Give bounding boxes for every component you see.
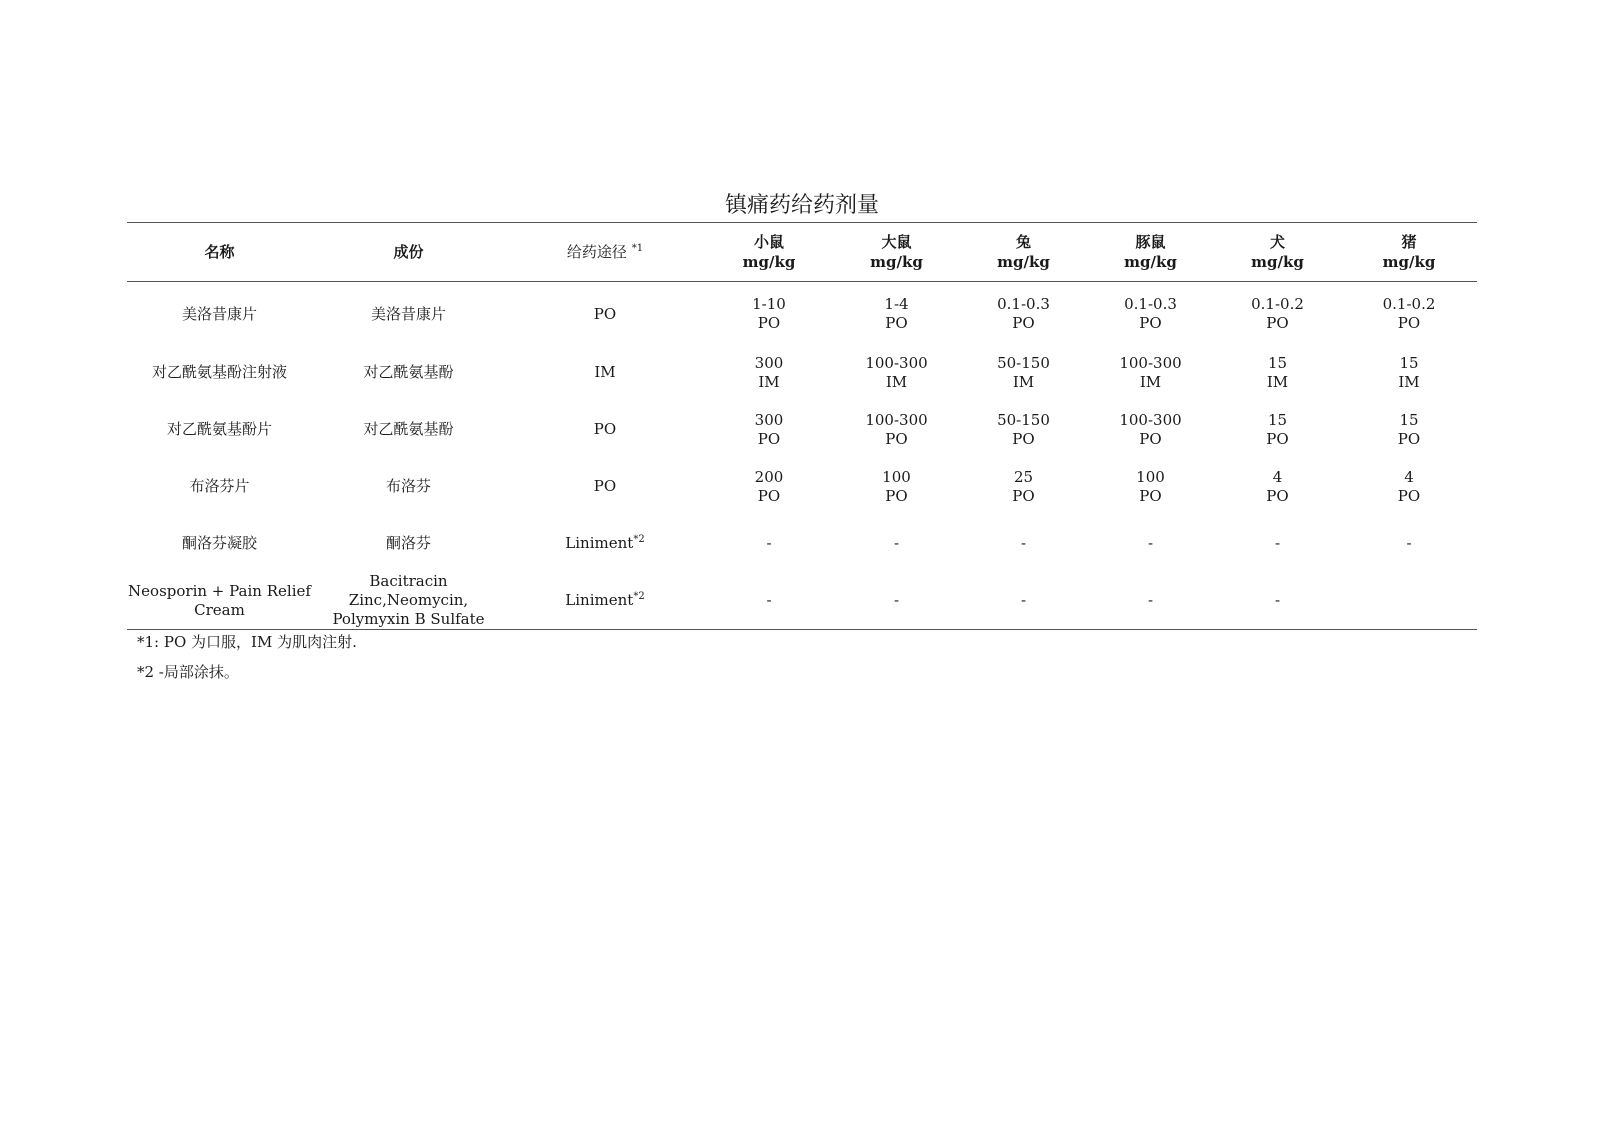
dose-value: 100	[882, 467, 911, 486]
species-unit: mg/kg	[870, 253, 923, 271]
cell-dose	[705, 282, 833, 345]
header-species-mouse	[705, 223, 833, 282]
dose-value: 15	[1399, 410, 1419, 429]
cell-component: 对乙酰氨基酚	[363, 363, 454, 381]
cell-route	[505, 515, 705, 572]
cell-dose	[1214, 458, 1341, 515]
dose-route: PO	[1139, 314, 1162, 332]
table-row	[127, 344, 1477, 401]
cell-dose	[833, 458, 960, 515]
cell-name: 对乙酰氨基酚注射液	[151, 363, 287, 381]
dose-value: 4	[1404, 467, 1414, 486]
cell-dose	[1341, 515, 1477, 572]
header-name: 名称	[204, 243, 235, 261]
cell-dose	[705, 401, 833, 458]
cell-dose	[1341, 401, 1477, 458]
species-name: 猪	[1401, 233, 1417, 251]
route-label: Liniment	[565, 591, 634, 609]
dose-route: IM	[1012, 372, 1035, 391]
species-unit: mg/kg	[1382, 253, 1436, 271]
species-unit: mg/kg	[1124, 253, 1177, 271]
dose-route: PO	[1139, 429, 1162, 448]
route-footnote: *2	[633, 591, 645, 602]
table-row	[127, 515, 1477, 572]
dose-value: -	[1406, 534, 1412, 552]
dose-value: 100-300	[865, 410, 928, 429]
cell-dose	[833, 515, 960, 572]
cell-route	[505, 282, 705, 345]
species-name: 犬	[1269, 233, 1285, 251]
header-species-rat	[833, 223, 960, 282]
route-label: PO	[593, 304, 617, 323]
dose-value: 50-150	[997, 410, 1050, 429]
dose-value: -	[766, 534, 772, 552]
dose-route: IM	[1398, 372, 1420, 391]
cell-dose	[960, 401, 1087, 458]
route-footnote: *2	[633, 534, 645, 545]
dose-value: -	[766, 591, 772, 609]
dose-value: 15	[1267, 353, 1288, 372]
header-route-label: 给药途径	[566, 243, 627, 261]
dose-route: PO	[1139, 486, 1162, 505]
dose-route: PO	[1397, 486, 1421, 505]
dose-value: 0.1-0.3	[1124, 295, 1177, 313]
header-species-dog	[1214, 223, 1341, 282]
cell-dose	[1341, 344, 1477, 401]
dose-route: PO	[1397, 314, 1421, 332]
dose-value: -	[1147, 534, 1154, 552]
species-name: 兔	[1015, 233, 1031, 251]
species-unit: mg/kg	[997, 253, 1050, 271]
cell-component: 美洛昔康片	[370, 304, 446, 323]
header-species-guinea-pig	[1087, 223, 1214, 282]
cell-dose	[1341, 458, 1477, 515]
dose-value: 200	[754, 467, 784, 486]
cell-route	[505, 458, 705, 515]
species-name: 小鼠	[753, 233, 784, 251]
header-route-footnote: *1	[631, 243, 644, 254]
species-name: 大鼠	[881, 233, 912, 251]
cell-dose	[960, 282, 1087, 345]
dose-value: 100	[1136, 467, 1165, 486]
dose-route: IM	[1139, 372, 1162, 391]
dose-value: -	[1274, 591, 1281, 609]
footnote-1: *1: PO 为口服，IM 为肌肉注射.	[137, 633, 357, 651]
species-unit: mg/kg	[742, 253, 796, 271]
cell-dose	[705, 515, 833, 572]
dose-route: PO	[1266, 429, 1289, 448]
cell-dose	[1214, 401, 1341, 458]
dose-route: PO	[757, 429, 781, 448]
dose-route: PO	[1012, 429, 1035, 448]
dose-route: PO	[757, 314, 781, 332]
cell-dose	[960, 344, 1087, 401]
route-label: PO	[593, 477, 617, 495]
dose-route: PO	[1266, 486, 1289, 505]
table-row	[127, 458, 1477, 515]
dose-route: PO	[885, 314, 908, 332]
header-species-pig	[1341, 223, 1477, 282]
dose-route: IM	[1266, 372, 1289, 391]
dose-value: -	[1147, 591, 1154, 609]
cell-dose	[1087, 344, 1214, 401]
dose-route: PO	[1012, 486, 1035, 505]
dose-value: 300	[754, 410, 784, 429]
dose-value: 1-4	[884, 295, 909, 313]
cell-dose	[1214, 515, 1341, 572]
cell-name: 布洛芬片	[189, 477, 250, 495]
cell-dose	[960, 572, 1087, 630]
cell-dose	[705, 458, 833, 515]
cell-dose	[833, 401, 960, 458]
dose-route: PO	[1012, 314, 1035, 332]
cell-dose	[1087, 282, 1214, 345]
cell-component: 布洛芬	[385, 477, 431, 495]
dose-value: 0.1-0.2	[1382, 295, 1436, 313]
cell-dose	[833, 344, 960, 401]
cell-route	[505, 344, 705, 401]
table-body	[127, 282, 1477, 630]
cell-dose	[705, 572, 833, 630]
cell-dose	[705, 344, 833, 401]
header-component: 成份	[393, 243, 424, 261]
dose-value: 100-300	[1119, 410, 1182, 429]
dosage-table	[127, 222, 1477, 630]
dose-route: PO	[885, 429, 908, 448]
table-row	[127, 401, 1477, 458]
cell-component: 对乙酰氨基酚	[363, 420, 454, 438]
dose-value: -	[893, 534, 900, 552]
cell-dose	[1214, 344, 1341, 401]
route-label: PO	[593, 420, 617, 438]
cell-dose	[1341, 572, 1477, 630]
dose-route: PO	[885, 486, 908, 505]
dose-value: 0.1-0.2	[1251, 295, 1304, 313]
dose-route: IM	[885, 372, 908, 391]
species-name: 豚鼠	[1135, 233, 1166, 251]
table-row	[127, 572, 1477, 630]
dose-value: -	[893, 591, 900, 609]
route-label: IM	[594, 363, 616, 381]
route-label: Liniment	[565, 534, 634, 552]
cell-name: 美洛昔康片	[181, 304, 257, 323]
footnote-2: *2 -局部涂抹。	[137, 663, 239, 681]
header-route	[505, 223, 705, 282]
dose-route: IM	[758, 372, 780, 391]
dose-value: 1-10	[752, 295, 786, 313]
dose-value: 100-300	[1119, 353, 1182, 372]
dose-value: 50-150	[997, 353, 1050, 372]
cell-name: 酮洛芬凝胶	[181, 534, 257, 552]
dose-route: PO	[1266, 314, 1289, 332]
cell-dose	[1087, 458, 1214, 515]
cell-dose	[833, 572, 960, 630]
cell-dose	[1087, 515, 1214, 572]
cell-component: Bacitracin Zinc,Neomycin, Polymyxin B Sulfate	[332, 572, 485, 628]
dose-value: 300	[754, 353, 784, 372]
cell-dose	[1341, 282, 1477, 345]
cell-name: 对乙酰氨基酚片	[166, 420, 272, 438]
cell-name: Neosporin + Pain Relief Cream	[128, 581, 311, 619]
cell-dose	[960, 515, 1087, 572]
dose-value: 25	[1013, 467, 1034, 486]
header-species-rabbit	[960, 223, 1087, 282]
cell-dose	[1087, 401, 1214, 458]
dose-route: PO	[757, 486, 781, 505]
table-row	[127, 282, 1477, 345]
dose-value: 0.1-0.3	[997, 295, 1050, 313]
cell-dose	[833, 282, 960, 345]
cell-dose	[1087, 572, 1214, 630]
cell-dose	[1214, 572, 1341, 630]
dose-route: PO	[1397, 429, 1421, 448]
dose-value: -	[1020, 534, 1027, 552]
dose-value: 15	[1399, 353, 1419, 372]
species-unit: mg/kg	[1251, 253, 1304, 271]
cell-dose	[960, 458, 1087, 515]
cell-route	[505, 572, 705, 630]
cell-route	[505, 401, 705, 458]
dose-value: 15	[1267, 410, 1288, 429]
dose-value: 100-300	[865, 353, 928, 372]
dose-value: -	[1020, 591, 1027, 609]
cell-dose	[1214, 282, 1341, 345]
header-row	[127, 223, 1477, 282]
dose-value: 4	[1272, 467, 1283, 486]
cell-component: 酮洛芬	[385, 534, 431, 552]
table-title: 镇痛药给药剂量	[724, 193, 879, 218]
dose-value: -	[1274, 534, 1281, 552]
